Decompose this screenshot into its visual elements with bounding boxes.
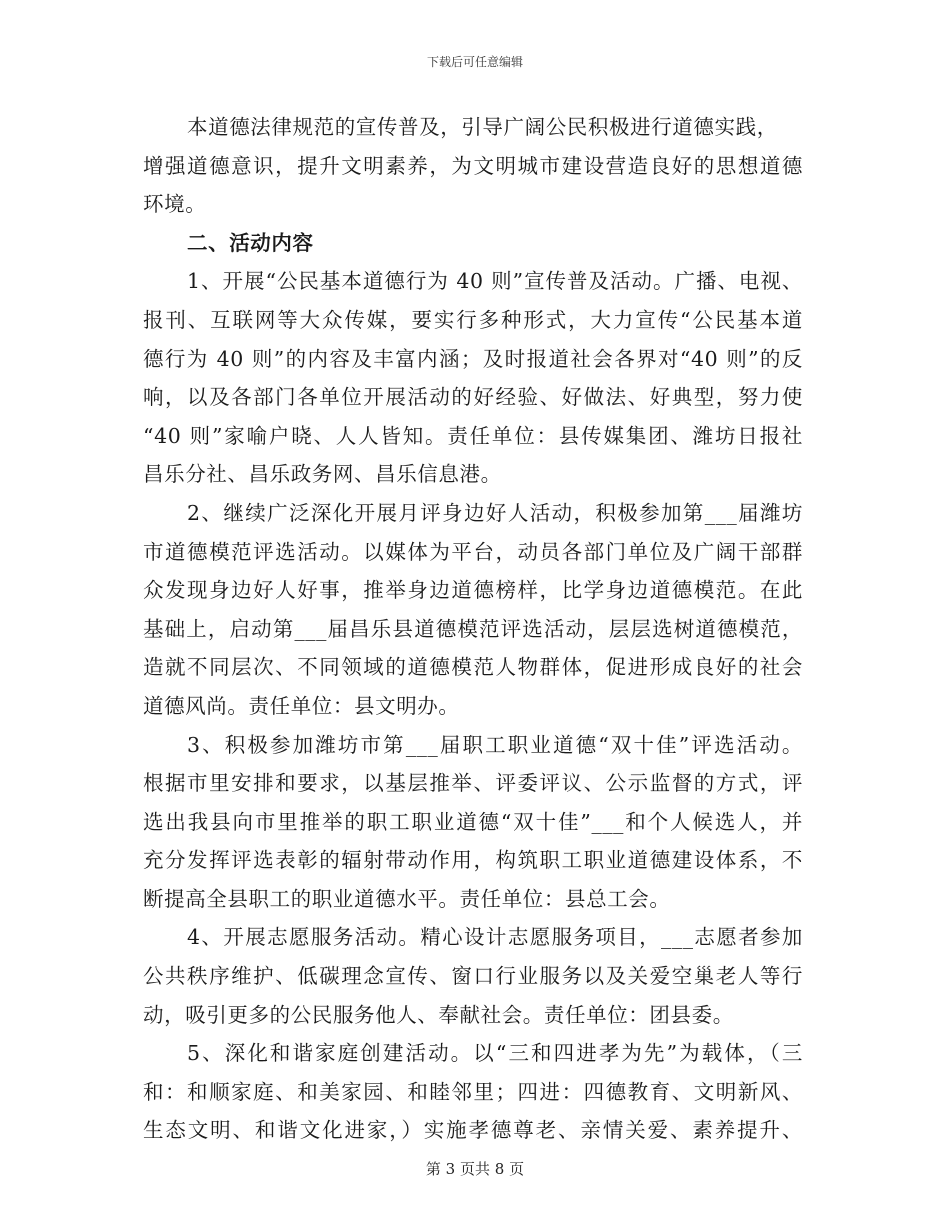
- page-footer: 第 3 页共 8 页: [425, 1160, 525, 1178]
- paragraph-line: 市道德模范评选活动。以媒体为平台，动员各部门单位及广阔干部群: [143, 539, 803, 564]
- paragraph-line: 环境。: [143, 192, 207, 217]
- paragraph-line: 4、开展志愿服务活动。精心设计志愿服务项目，___志愿者参加: [187, 925, 803, 950]
- paragraph-line: 5、深化和谐家庭创建活动。以“三和四进孝为先”为载体，（三: [187, 1041, 803, 1066]
- paragraph-line: 报刊、互联网等大众传媒，要实行多种形式，大力宣传“公民基本道: [143, 307, 803, 332]
- paragraph-line: 1、开展“公民基本道德行为 40 则”宣传普及活动。广播、电视、: [187, 269, 803, 294]
- paragraph-line: 公共秩序维护、低碳理念宣传、窗口行业服务以及关爱空巢老人等行: [143, 964, 803, 989]
- paragraph-line: 造就不同层次、不同领域的道德模范人物群体，促进形成良好的社会: [143, 655, 803, 680]
- paragraph-line: 昌乐分社、昌乐政务网、昌乐信息港。: [143, 462, 502, 487]
- paragraph-line: 响，以及各部门各单位开展活动的好经验、好做法、好典型，努力使: [143, 385, 803, 410]
- paragraph-line: 德行为 40 则”的内容及丰富内涵；及时报道社会各界对“40 则”的反: [143, 346, 803, 371]
- paragraph-line: “40 则”家喻户晓、人人皆知。责任单位：县传媒集团、潍坊日报社: [143, 423, 803, 448]
- paragraph-line: 3、积极参加潍坊市第___届职工职业道德“双十佳”评选活动。: [187, 732, 803, 757]
- paragraph-line: 生态文明、和谐文化进家，）实施孝德尊老、亲情关爱、素养提升、: [143, 1118, 803, 1143]
- paragraph-line: 增强道德意识，提升文明素养，为文明城市建设营造良好的思想道德: [143, 153, 803, 178]
- paragraph-line: 动，吸引更多的公民服务他人、奉献社会。责任单位：团县委。: [143, 1002, 734, 1027]
- paragraph-line: 断提高全县职工的职业道德水平。责任单位：县总工会。: [143, 886, 671, 911]
- paragraph-line: 选出我县向市里推举的职工职业道德“双十佳”___和个人候选人，并: [143, 809, 803, 834]
- document-body: [143, 108, 803, 1150]
- paragraph-line: 根据市里安排和要求，以基层推举、评委评议、公示监督的方式，评: [143, 771, 803, 796]
- paragraph-line: 本道德法律规范的宣传普及，引导广阔公民积极进行道德实践，: [187, 115, 778, 139]
- page-header: 下载后可任意编辑: [426, 55, 523, 69]
- paragraph-line: 众发现身边好人好事，推举身边道德榜样，比学身边道德模范。在此: [143, 578, 803, 603]
- paragraph-line: 2、继续广泛深化开展月评身边好人活动，积极参加第___届潍坊: [187, 500, 803, 525]
- paragraph-line: 和：和顺家庭、和美家园、和睦邻里；四进：四德教育、文明新风、: [143, 1079, 803, 1104]
- section-heading: 二、活动内容: [187, 230, 314, 255]
- paragraph-line: 充分发挥评选表彰的辐射带动作用，构筑职工职业道德建设体系，不: [143, 848, 803, 873]
- paragraph-line: 基础上，启动第___届昌乐县道德模范评选活动，层层选树道德模范，: [143, 616, 803, 641]
- paragraph-line: 道德风尚。责任单位：县文明办。: [143, 693, 460, 718]
